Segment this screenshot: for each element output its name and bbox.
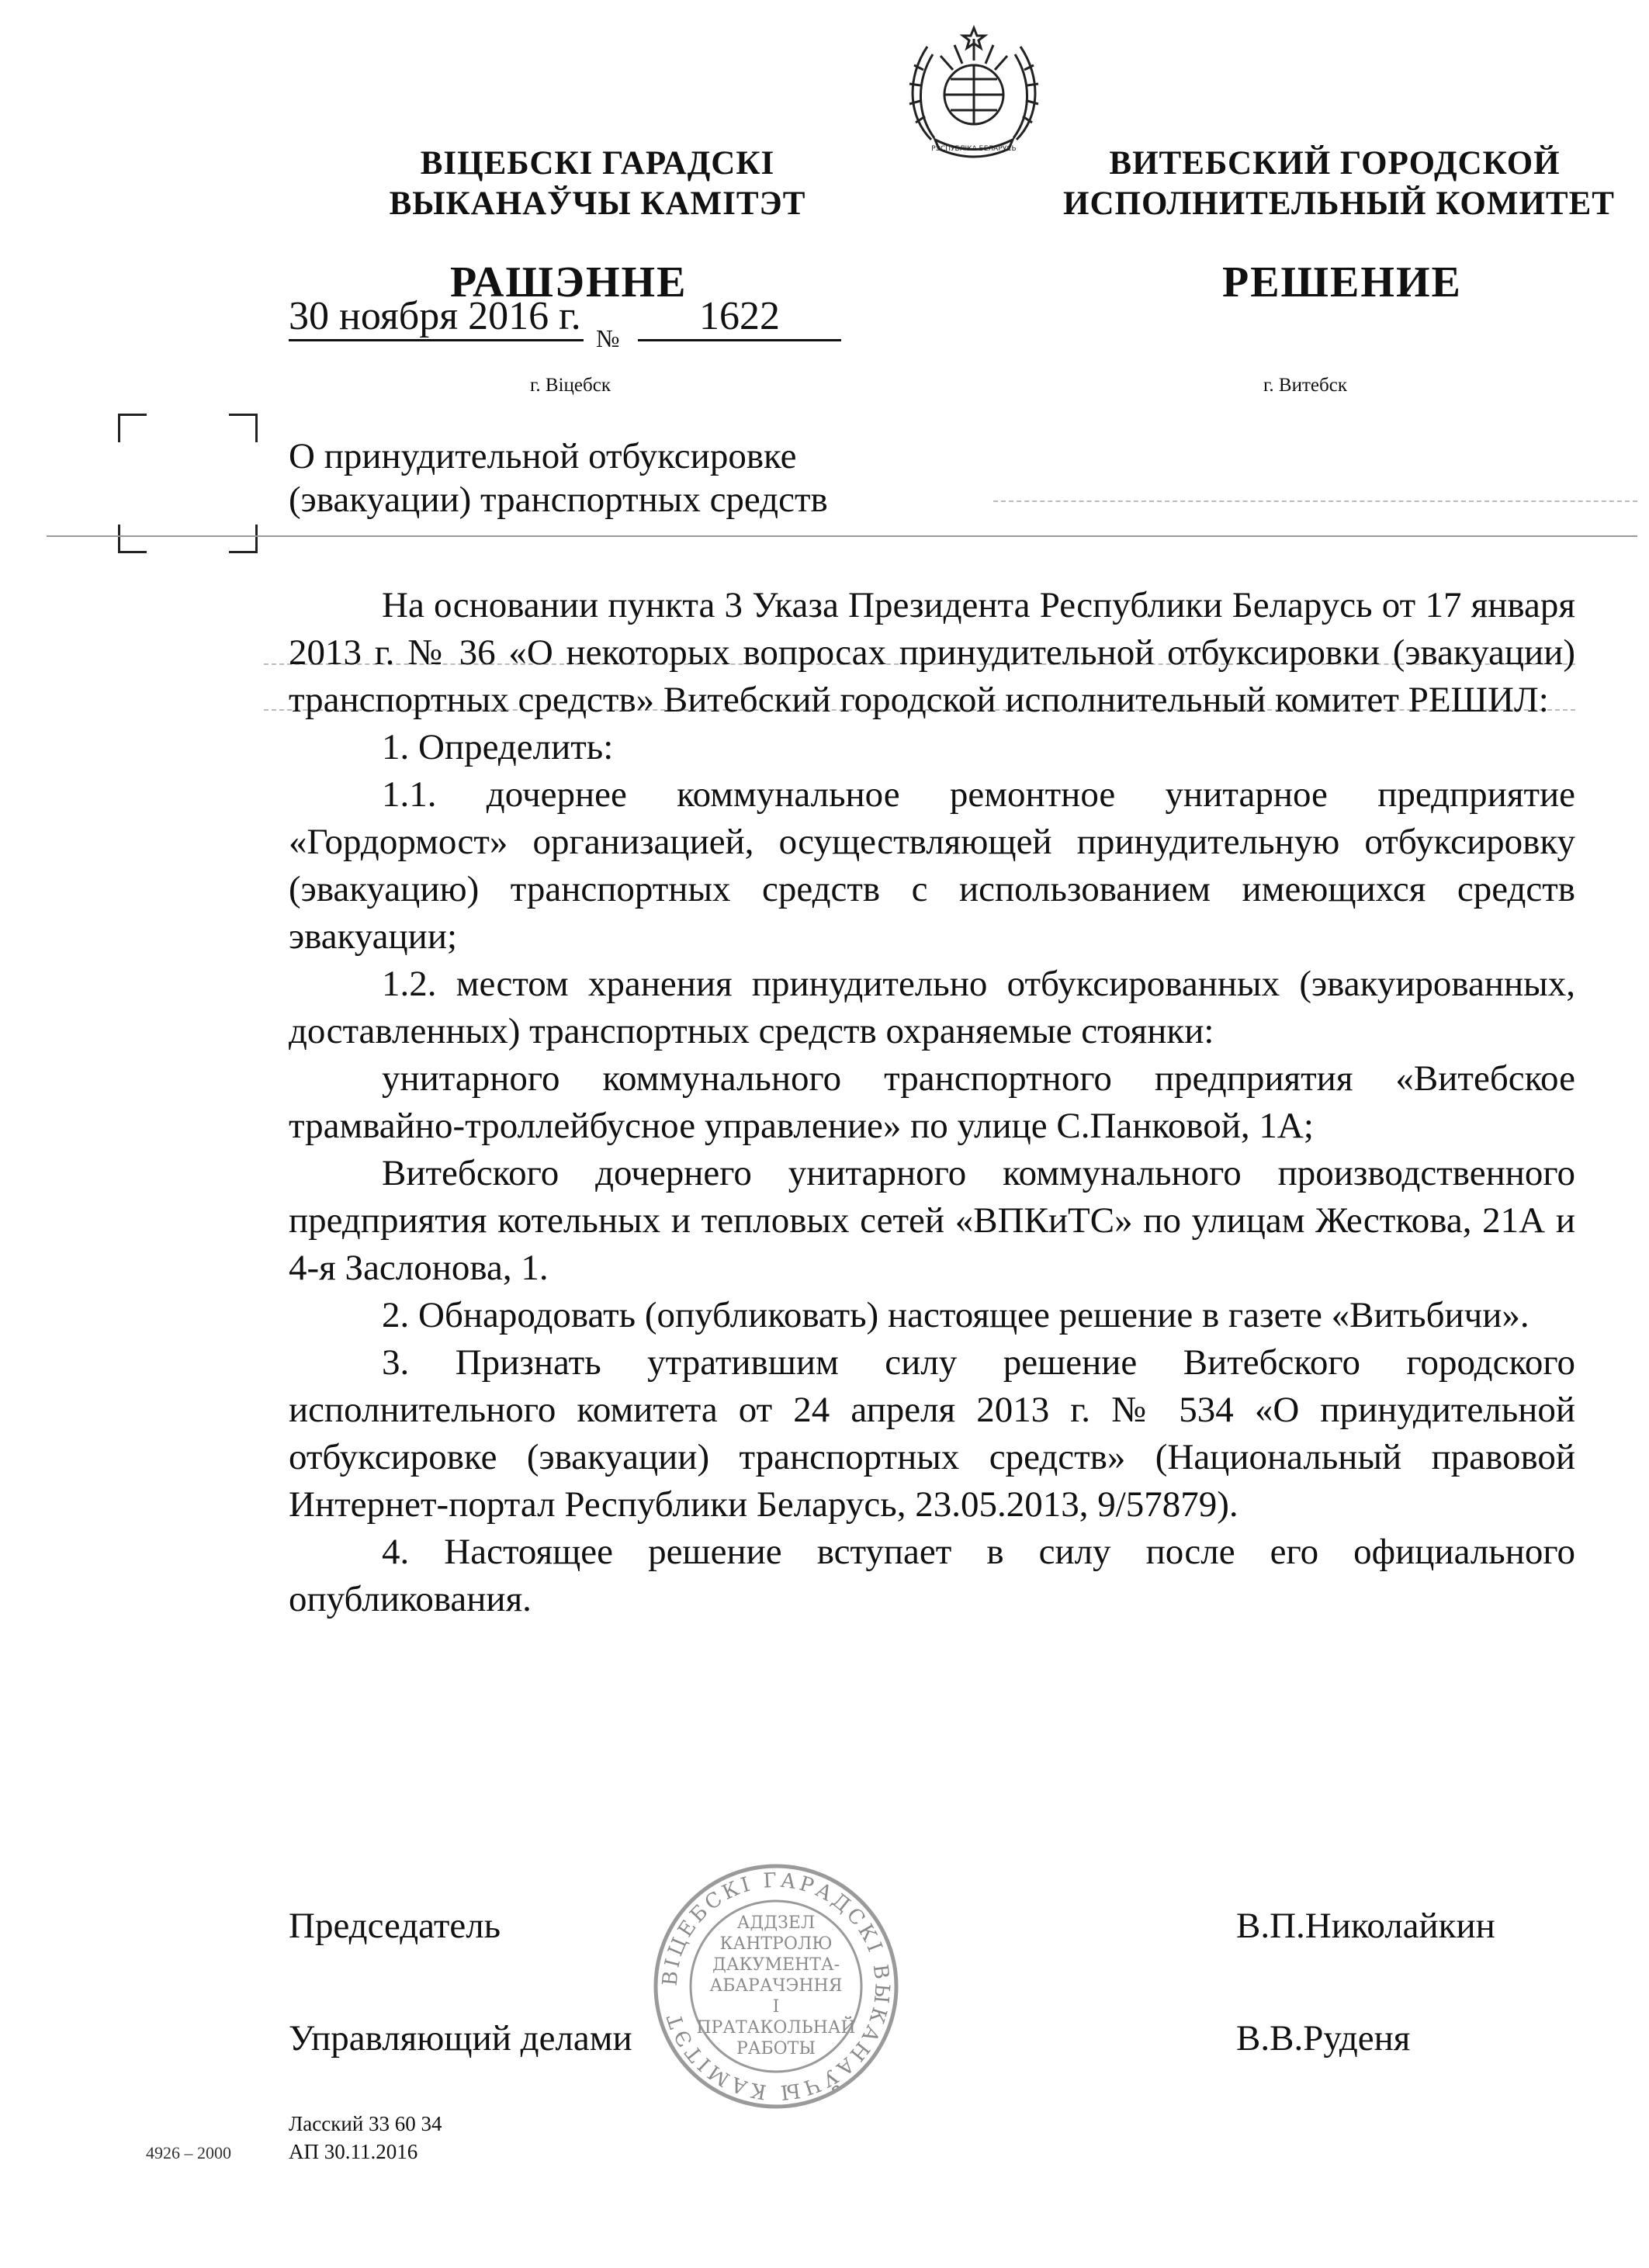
official-stamp: [648, 1858, 904, 2114]
header-right: [1063, 144, 1615, 224]
scan-line: [47, 535, 1637, 537]
stamp-center-line: І: [772, 1997, 780, 2017]
crop-mark-bottom-right: [229, 525, 258, 553]
doc-type-left: РАШЭННЕ: [450, 258, 688, 306]
place-left: г. Віцебск: [530, 375, 611, 396]
emblem-text: РЭСПУБЛІКА БЕЛАРУСЬ: [931, 145, 1017, 153]
subject-line2: (эвакуации) транспортных средств: [289, 480, 828, 520]
stamp-center-line: ПРАТАКОЛЬНАЙ: [696, 2018, 856, 2038]
decision-number: 1622: [638, 293, 841, 341]
paragraph-1-2-a: унитарного коммунального транспортного предприятия «Витебское трамвайно-троллейбусное управление» по улице С.Панковой, 1А;: [289, 1058, 1575, 1146]
paragraph-3: 3. Признать утратившим силу решение Витебского городского исполнительного комитета от 24 апреля 2013 г. № 534 «О принудительной отбуксировке (эвакуации) транспортных средств» (Национальный правовой Интернет-портал Республики Беларусь, 23.05.2013, 9/57879).: [289, 1342, 1575, 1525]
stamp-center-line: КАНТРОЛЮ: [719, 1934, 833, 1954]
place-right: г. Витебск: [1263, 375, 1347, 396]
executor-info: Ласский 33 60 34: [289, 2112, 442, 2135]
decision-body: [289, 582, 1575, 1623]
number-sign: №: [596, 324, 620, 352]
stamp-center-text: [696, 1913, 855, 2059]
chair-name: В.П.Николайкин: [1236, 1906, 1495, 1946]
manager-name: В.В.Руденя: [1236, 2018, 1411, 2059]
header-right-line2: ИСПОЛНИТЕЛЬНЫЙ КОМИТЕТ: [1063, 185, 1615, 222]
approval-info: АП 30.11.2016: [289, 2140, 418, 2163]
stamp-center-line: РАБОТЫ: [736, 2039, 816, 2059]
paragraph-intro: На основании пункта 3 Указа Президента Республики Беларусь от 17 января 2013 г. № 36 «О некоторых вопросах принудительной отбуксировки (эвакуации) транспортных средств» Витебский городской исполнительный комитет РЕШИЛ:: [289, 585, 1575, 720]
header-left-line1: ВІЦЕБСКІ ГАРАДСКІ: [420, 145, 775, 182]
stamp-center-line: ДАКУМЕНТА-: [712, 1955, 840, 1975]
subject: [289, 435, 987, 521]
header-left: [372, 144, 823, 224]
header-left-line2: ВЫКАНАЎЧЫ КАМІТЭТ: [389, 185, 806, 222]
emblem-icon: [900, 23, 1048, 163]
chair-title: Председатель: [289, 1906, 501, 1946]
subject-line1: О принудительной отбуксировке: [289, 436, 797, 476]
paragraph-1-1: 1.1. дочернее коммунальное ремонтное унитарное предприятие «Гордормост» организацией, осуществляющей принудительную отбуксировку (эвакуацию) транспортных средств с использованием имеющихся средств эвакуации;: [289, 774, 1575, 957]
paragraph-1-2: 1.2. местом хранения принудительно отбуксированных (эвакуированных, доставленных) транспортных средств охраняемые стоянки:: [289, 964, 1575, 1051]
paragraph-1-2-b: Витебского дочернего унитарного коммунального производственного предприятия котельных и тепловых сетей «ВПКиТС» по улицам Жесткова, 21А и 4-я Заслонова, 1.: [289, 1153, 1575, 1288]
crop-mark-top-right: [229, 414, 258, 442]
header-right-line1: ВИТЕБСКИЙ ГОРОДСКОЙ: [1109, 145, 1561, 182]
crop-mark-bottom-left: [118, 525, 147, 553]
paragraph-1: 1. Определить:: [382, 727, 614, 767]
paragraph-4: 4. Настоящее решение вступает в силу после его официального опубликования.: [289, 1532, 1575, 1619]
paragraph-2: 2. Обнародовать (опубликовать) настоящее решение в газете «Витьбичи».: [382, 1295, 1529, 1335]
print-code: 4926 – 2000: [146, 2143, 231, 2162]
decision-date: 30 ноября 2016 г.: [289, 293, 584, 341]
stamp-ring-text: ВІЦЕБСКІ ГАРАДСКІ ВЫКАНАЎЧЫ КАМІТЭТ: [658, 1868, 894, 2104]
stamp-center-line: АБАРАЧЭННЯ: [709, 1976, 843, 1996]
crop-mark-top-left: [118, 414, 147, 442]
scan-line: [993, 500, 1637, 502]
doc-type-right: РЕШЕНИЕ: [1222, 258, 1462, 306]
stamp-center-line: АДДЗЕЛ: [736, 1913, 816, 1933]
manager-title: Управляющий делами: [289, 2018, 632, 2059]
